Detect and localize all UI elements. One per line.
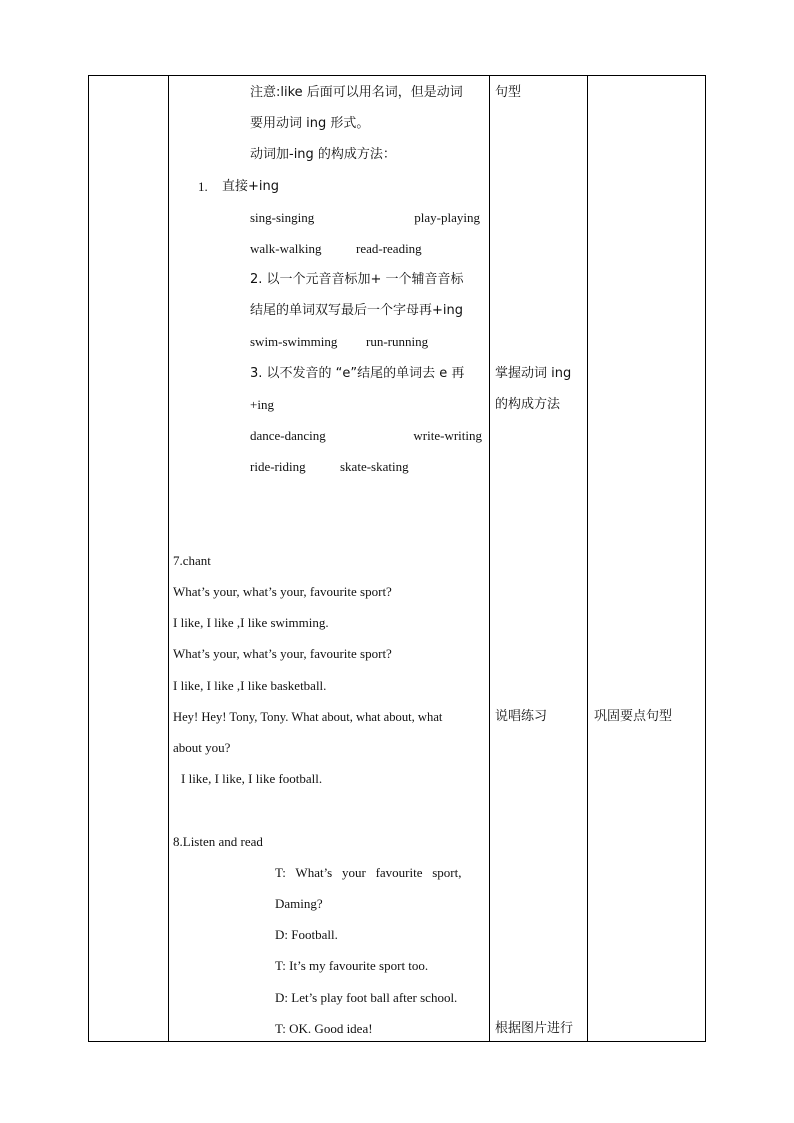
rule1-text: 直接+ing [222, 179, 279, 194]
chant-title: 7.chant [173, 553, 211, 568]
rule2-line-2: 结尾的单词双写最后一个字母再+ing [250, 303, 463, 318]
example-swim: swim-swimming [250, 334, 338, 349]
note-line-2: 要用动词 ing 形式。 [250, 116, 370, 131]
example-skate: skate-skating [340, 459, 409, 474]
chant-line-7: I like, I like, I like football. [181, 771, 323, 786]
example-row-1 [250, 210, 480, 226]
col3-master-ing-line-1: 掌握动词 ing [495, 366, 572, 381]
col3-chant-practice: 说唱练习 [495, 709, 548, 724]
note-line-1: 注意:like 后面可以用名词，但是动词 [250, 85, 463, 100]
example-row-4 [250, 428, 482, 444]
example-ride: ride-riding [250, 459, 306, 474]
example-write: write-writing [413, 428, 482, 443]
col4-consolidate: 巩固要点句型 [594, 709, 673, 724]
rule1-number: 1. [198, 179, 208, 194]
dialog-line-1a: T: What’s your favourite sport, [275, 865, 462, 880]
column-divider-2 [489, 76, 490, 1041]
example-run: run-running [366, 334, 429, 349]
example-walk: walk-walking [250, 241, 322, 256]
chant-line-2: I like, I like ,I like swimming. [173, 615, 329, 630]
rule3-line-1: 3. 以不发音的 “e”结尾的单词去 e 再 [250, 366, 465, 381]
chant-line-5: Hey! Hey! Tony, Tony. What about, what about, what [173, 710, 443, 724]
chant-line-3: What’s your, what’s your, favourite sport? [173, 646, 392, 661]
chant-line-4: I like, I like ,I like basketball. [173, 678, 327, 693]
example-dance: dance-dancing [250, 428, 326, 443]
chant-line-1: What’s your, what’s your, favourite sport? [173, 584, 392, 599]
col3-sentence-pattern: 句型 [495, 85, 522, 100]
rule3-line-2: +ing [250, 397, 274, 412]
dialog-line-3: T: It’s my favourite sport too. [275, 958, 429, 973]
example-play: play-playing [414, 210, 480, 225]
listen-title: 8.Listen and read [173, 834, 263, 849]
dialog-line-1b: Daming? [275, 896, 323, 911]
column-divider-1 [168, 76, 169, 1041]
rule2-line-1: 2. 以一个元音音标加+ 一个辅音音标 [250, 272, 464, 287]
dialog-line-2: D: Football. [275, 927, 338, 942]
col3-master-ing-line-2: 的构成方法 [495, 397, 561, 412]
dialog-line-4: D: Let’s play foot ball after school. [275, 990, 458, 1005]
chant-line-6: about you? [173, 740, 231, 755]
col3-picture-based: 根据图片进行 [495, 1021, 574, 1036]
dialog-line-5: T: OK. Good idea! [275, 1021, 373, 1036]
column-divider-3 [587, 76, 588, 1041]
example-sing: sing-singing [250, 210, 315, 225]
rule-title: 动词加-ing 的构成方法： [250, 147, 396, 162]
example-read: read-reading [356, 241, 422, 256]
